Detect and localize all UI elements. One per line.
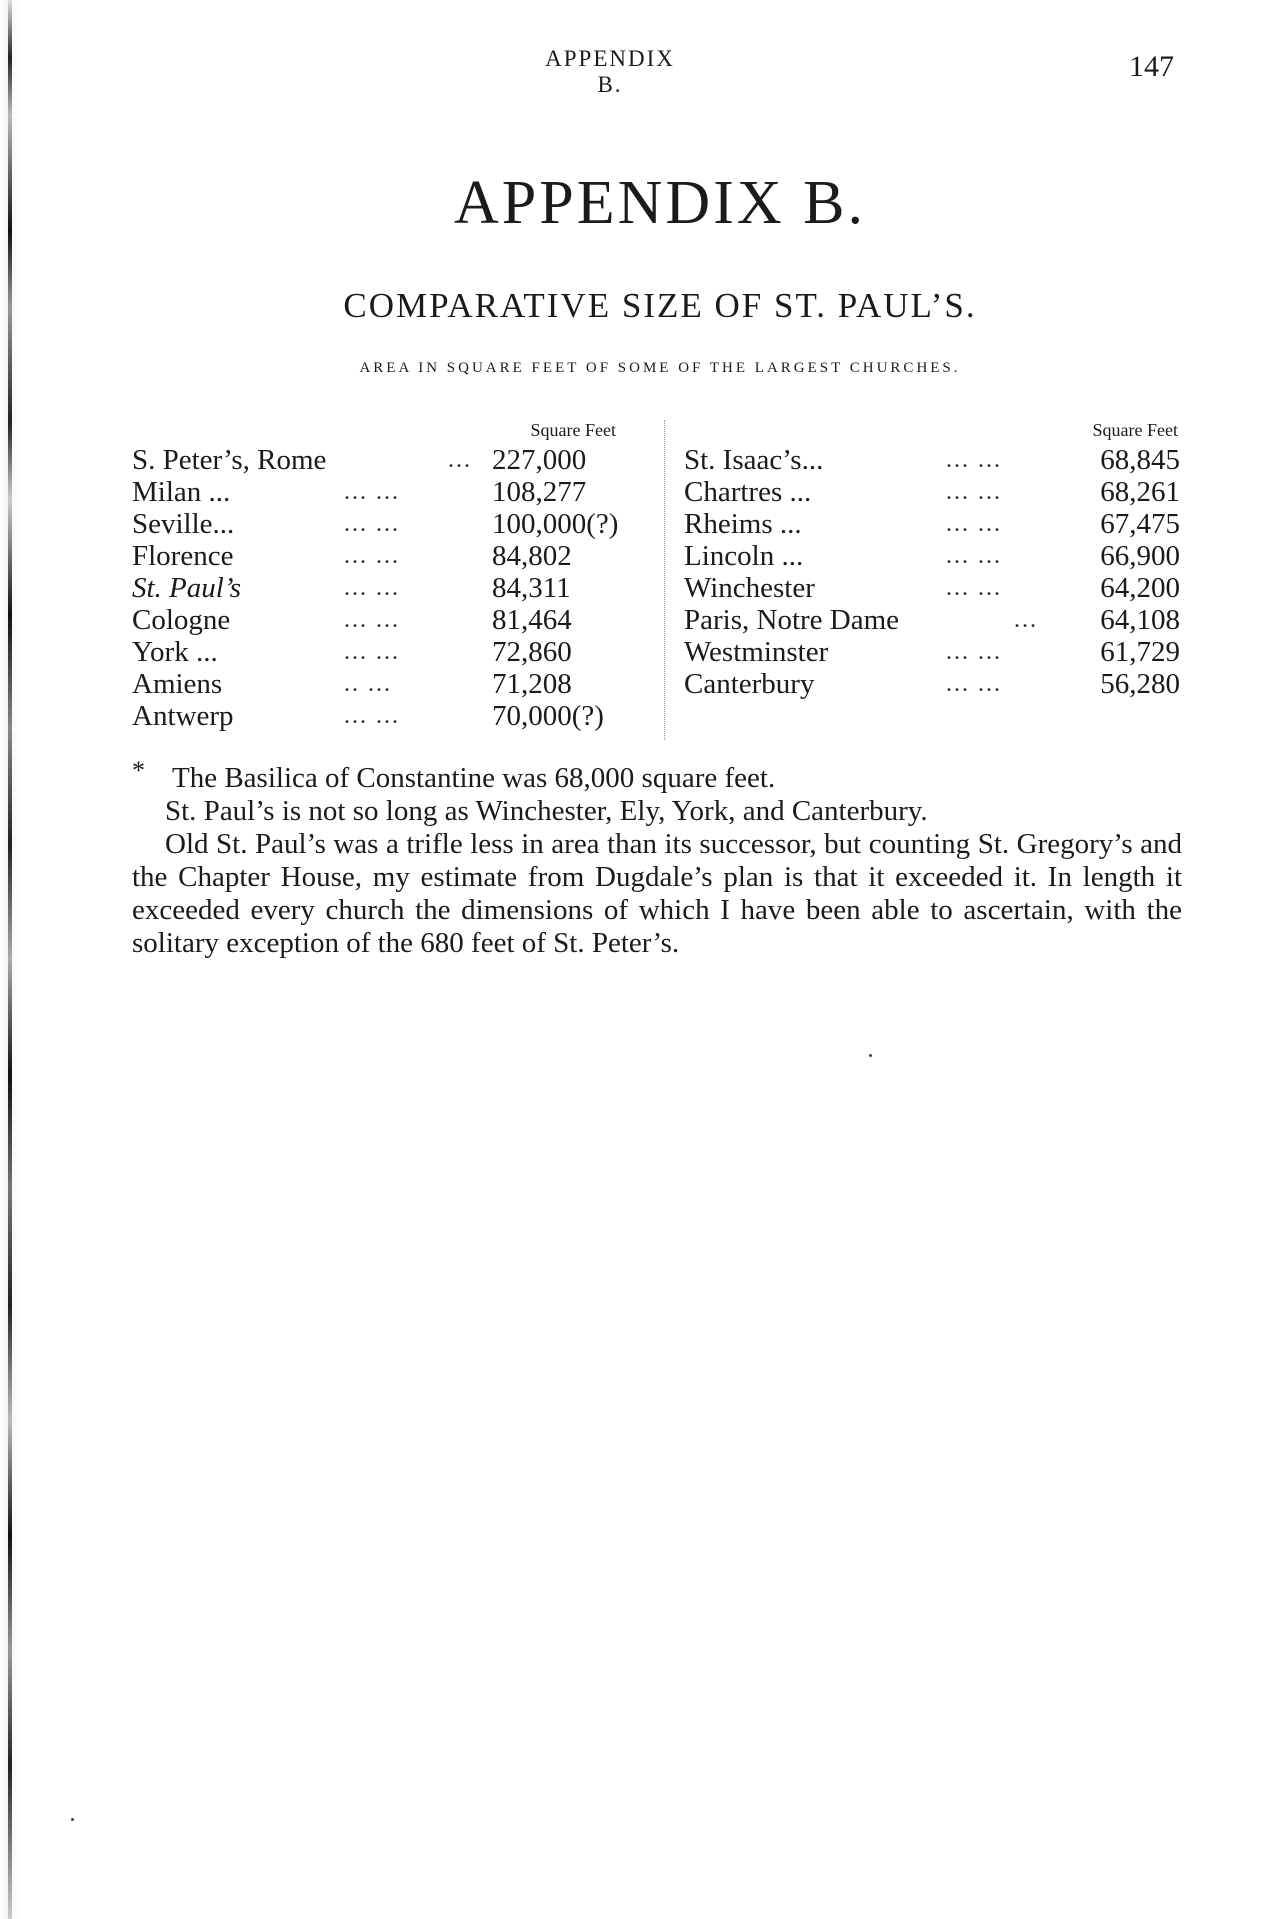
left-column-unit-header: Square Feet (530, 420, 616, 440)
note-old-st-pauls: Old St. Paul’s was a trifle less in area than its successor, but counting St. Gregory’s and the Chapter House, my estimate from Dugdale’s plan is that it exceeded it. In length it exceeded every church the dimensions of which I have been able to ascertain, with the solitary exception of the 680 feet of St. Peter’s. (132, 828, 1182, 959)
area-value: 71,208 (492, 668, 572, 700)
note-length: St. Paul’s is not so long as Winchester, Ely, York, and Canterbury. (165, 795, 928, 827)
area-value: 56,280 (1100, 668, 1180, 700)
church-name: Paris, Notre Dame (684, 604, 900, 636)
area-value: 72,860 (492, 636, 572, 668)
church-name: Lincoln ... (684, 540, 804, 572)
table-row (132, 668, 652, 700)
area-value: 84,802 (492, 540, 572, 572)
table-row (132, 476, 652, 508)
paper-speck (869, 1054, 872, 1057)
church-name: Seville... (132, 508, 235, 540)
church-name: Cologne (132, 604, 231, 636)
area-value: 64,108 (1100, 604, 1180, 636)
leader-dots: ... ... (344, 607, 400, 633)
church-name: York ... (132, 636, 218, 668)
table-row (132, 604, 652, 636)
area-value: 68,261 (1100, 476, 1180, 508)
table-caption: AREA IN SQUARE FEET OF SOME OF THE LARGEST CHURCHES. (359, 360, 961, 376)
area-value: 61,729 (1100, 636, 1180, 668)
leader-dots: ... ... (344, 703, 400, 729)
table-row (132, 508, 652, 540)
binding-edge (0, 0, 20, 1919)
area-value: 100,000(?) (492, 508, 619, 540)
area-value: 67,475 (1100, 508, 1180, 540)
leader-dots: ... ... (344, 511, 400, 537)
table-row (132, 540, 652, 572)
leader-dots: ... ... (946, 479, 1002, 505)
paper-speck (71, 1818, 74, 1821)
church-name: Westminster (684, 636, 829, 668)
section-subtitle: COMPARATIVE SIZE OF ST. PAUL’S. (343, 286, 977, 325)
leader-dots: ... ... (344, 543, 400, 569)
church-name: Florence (132, 540, 234, 572)
leader-dots: ... ... (344, 479, 400, 505)
table-row (684, 508, 1180, 540)
leader-dots: ... ... (344, 575, 400, 601)
church-name: Canterbury (684, 668, 815, 700)
leader-dots: ... ... (946, 639, 1002, 665)
church-name: St. Isaac’s... (684, 444, 824, 476)
church-name: St. Paul’s (132, 572, 242, 604)
right-column-unit-header: Square Feet (1092, 420, 1178, 440)
church-name: Rheims ... (684, 508, 802, 540)
table-row (132, 700, 652, 732)
church-name: Antwerp (132, 700, 234, 732)
table-row (684, 540, 1180, 572)
area-value: 84,311 (492, 572, 571, 604)
table-row (684, 476, 1180, 508)
table-row (684, 604, 1180, 636)
leader-dots: ... ... (946, 671, 1002, 697)
leader-dots: .. ... (344, 671, 392, 697)
leader-dots: ... ... (946, 543, 1002, 569)
leader-dots: ... ... (946, 511, 1002, 537)
church-name: Amiens (132, 668, 223, 700)
page-title: APPENDIX B. (454, 169, 866, 237)
leader-dots: ... ... (344, 639, 400, 665)
leader-dots: ... ... (946, 575, 1002, 601)
area-value: 64,200 (1100, 572, 1180, 604)
church-name: Chartres ... (684, 476, 812, 508)
table-row (132, 444, 652, 476)
church-name: Milan ... (132, 476, 231, 508)
church-name: S. Peter’s, Rome (132, 444, 327, 476)
church-area-table-right (684, 444, 1180, 700)
column-divider (664, 420, 665, 740)
area-value: 227,000 (492, 444, 587, 476)
table-row (132, 572, 652, 604)
note-basilica: The Basilica of Constantine was 68,000 square feet. (172, 762, 776, 794)
area-value: 108,277 (492, 476, 587, 508)
area-value: 81,464 (492, 604, 572, 636)
area-value: 68,845 (1100, 444, 1180, 476)
table-row (684, 636, 1180, 668)
church-area-table-left (132, 444, 652, 732)
table-row (684, 444, 1180, 476)
area-value: 66,900 (1100, 540, 1180, 572)
leader-dots: ... ... (946, 447, 1002, 473)
table-row (684, 668, 1180, 700)
table-row (132, 636, 652, 668)
footnote-mark: * (132, 756, 145, 785)
binding-shadow (8, 0, 12, 1919)
church-name: Winchester (684, 572, 815, 604)
leader-dots: ... (448, 447, 472, 473)
area-value: 70,000(?) (492, 700, 604, 732)
leader-dots: ... (1014, 607, 1038, 633)
table-row (684, 572, 1180, 604)
page-number: 147 (1129, 50, 1174, 83)
running-head: APPENDIX B. (545, 46, 675, 97)
